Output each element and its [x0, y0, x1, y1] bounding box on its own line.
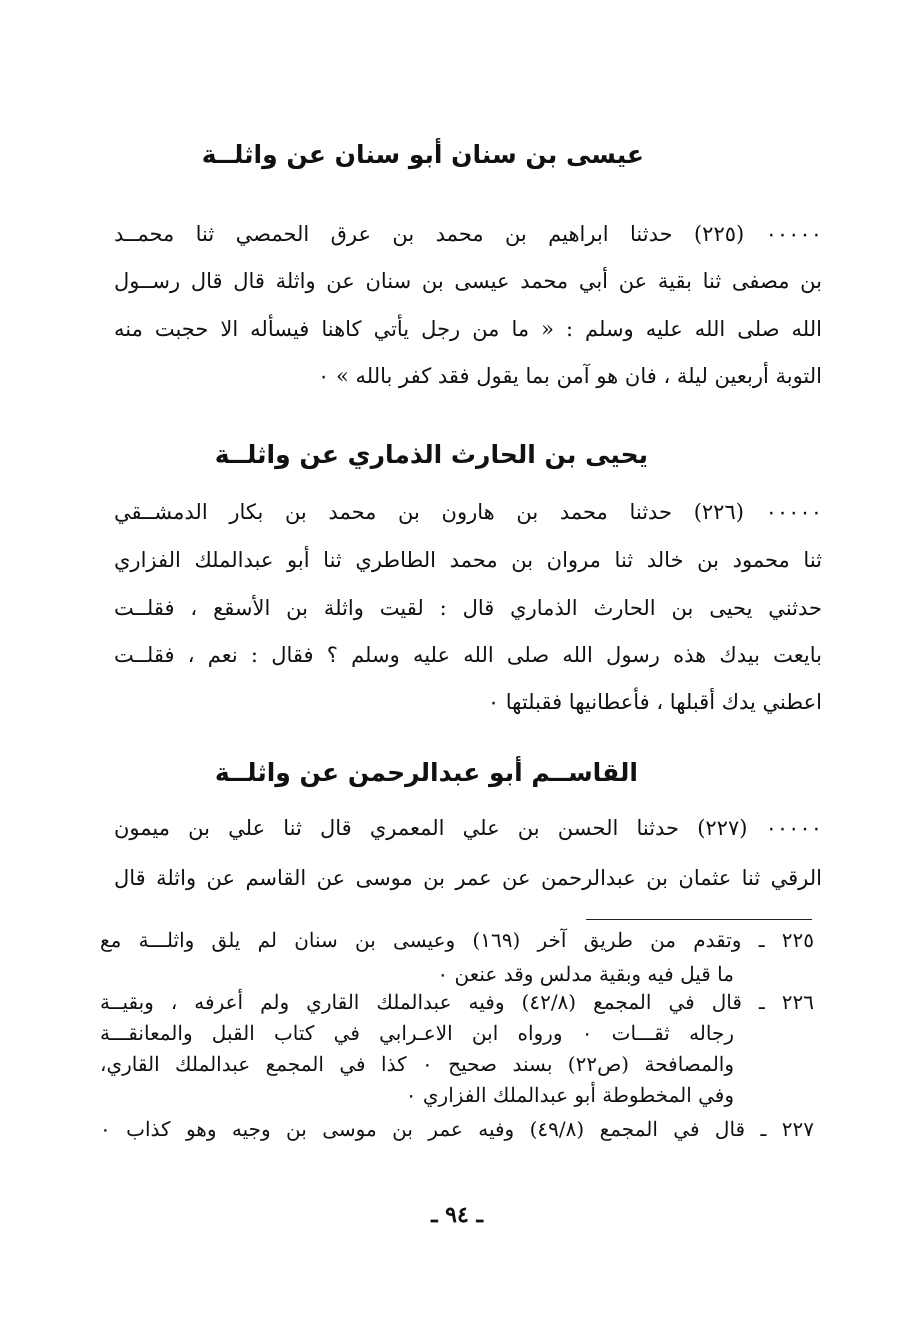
- section-heading-3: القاســم أبو عبدالرحمن عن واثلــة: [214, 758, 638, 787]
- footnote-line: رجاله ثقـــات ٠ ورواه ابن الاعـرابي في كتاب القبل والمعانقـــة: [100, 1021, 734, 1045]
- footnote-line: والمصافحة (ص٢٢) بسند صحيح ٠ كذا في المجمع عبدالملك القاري،: [100, 1052, 734, 1076]
- text-line: ٠٠٠٠٠ (٢٢٧) حدثنا الحسن بن علي المعمري قال ثنا علي بن ميمون: [114, 816, 822, 840]
- text-line: ثنا محمود بن خالد ثنا مروان بن محمد الطاطري ثنا أبو عبدالملك الفزاري: [114, 548, 822, 572]
- text-line: ٠٠٠٠٠ (٢٢٥) حدثنا ابراهيم بن محمد بن عرق الحمصي ثنا محمــد: [114, 222, 822, 246]
- text-line: بايعت بيدك هذه رسول الله صلى الله عليه وسلم ؟ فقال : نعم ، فقلــت: [114, 643, 822, 667]
- footnote-line: ما قيل فيه وبقية مدلس وقد عنعن ٠: [437, 962, 734, 986]
- footnote-line: ٢٢٥ ـ وتقدم من طريق آخر (١٦٩) وعيسى بن سنان لم يلق واثلـــة مع: [100, 928, 815, 952]
- text-line: الرقي ثنا عثمان بن عبدالرحمن عن عمر بن موسى عن القاسم عن واثلة قال: [114, 866, 822, 890]
- footnote-line: وفي المخطوطة أبو عبدالملك الفزاري ٠: [405, 1083, 734, 1107]
- text-line: اعطني يدك أقبلها ، فأعطانيها فقبلتها ٠: [487, 690, 822, 714]
- text-line: الله صلى الله عليه وسلم : « ما من رجل يأتي كاهنا فيسأله الا حجبت منه: [114, 317, 822, 341]
- footnote-line: ٢٢٦ ـ قال في المجمع (٤٢/٨) وفيه عبدالملك القاري ولم أعرفه ، وبقيــة: [100, 990, 814, 1014]
- text-line: حدثني يحيى بن الحارث الذماري قال : لقيت واثلة بن الأسقع ، فقلــت: [114, 596, 822, 620]
- page-number: ـ ٩٤ ـ: [431, 1202, 483, 1228]
- section-heading-1: عيسى بن سنان أبو سنان عن واثلــة: [201, 140, 644, 169]
- footnote-separator: [586, 919, 812, 920]
- footnote-line: ٢٢٧ ـ قال في المجمع (٤٩/٨) وفيه عمر بن موسى بن وجيه وهو كذاب ٠: [100, 1117, 814, 1141]
- text-line: ٠٠٠٠٠ (٢٢٦) حدثنا محمد بن هارون بن محمد بن بكار الدمشــقي: [114, 500, 822, 524]
- text-line: التوبة أربعين ليلة ، فان هو آمن بما يقول فقد كفر بالله » ٠: [318, 364, 822, 388]
- text-line: بن مصفى ثنا بقية عن أبي محمد عيسى بن سنان عن واثلة قال قال رســول: [114, 269, 822, 293]
- section-heading-2: يحيى بن الحارث الذماري عن واثلــة: [214, 440, 648, 469]
